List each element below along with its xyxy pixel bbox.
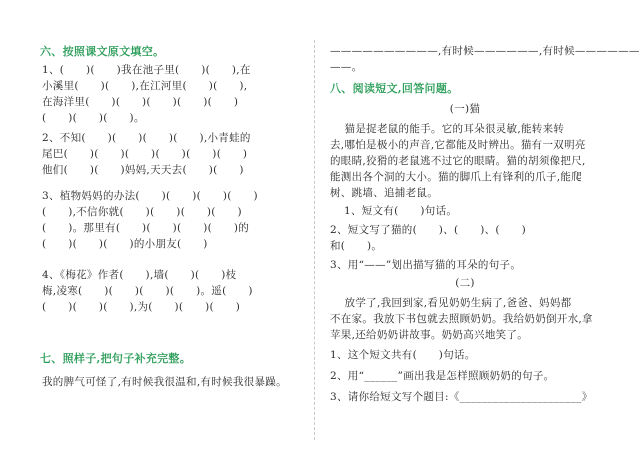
q3-line-2: ( ),不信你就( )( )( )( ) [42,206,242,218]
passage-1-q1: 1、短文有( )句话。 [344,205,458,217]
q3-line-3: ( )。那里有( )( )( )( )的 [42,222,250,234]
q2-line-2: 尾巴( )( )( )( )( )( ) [42,148,248,160]
q1-line-4: ( )( )( )。 [42,112,145,124]
q1-line-1: 1、( )( )我在池子里( )( ),在 [42,64,251,76]
passage-1-q2-line-2: 和( )。 [330,240,383,252]
q3-line-1: 3、植物妈妈的办法( )( )( )( ) [42,190,258,202]
q4-line-3: ( )( )( ),为( )( )( ) [42,301,241,313]
passage-1-title: (一)猫 [449,103,481,115]
passage-2-line-1: 放学了,我回到家,看见奶奶生病了,爸爸、妈妈都 [330,297,572,309]
q3-line-4: ( )( )( )的小朋友( ) [42,238,208,250]
section-8-heading: 八、阅读短文,回答问题。 [330,82,459,95]
passage-2-q3: 3、请你给短文写个题目:《______________________》 [330,391,593,403]
passage-2-title: (二) [455,277,475,289]
q1-line-3: 在海洋里( )( )( )( )( ) [42,96,239,108]
section-7-heading: 七、照样子,把句子补充完整。 [40,352,192,365]
passage-2-line-3: 苹果,还给奶奶讲故事。奶奶高兴地笑了。 [330,329,529,341]
passage-2-line-2: 不在家。我放下书包就去照顾奶奶。我给奶奶倒开水,拿 [330,313,593,325]
passage-2-q1: 1、这个短文共有( )句话。 [330,349,476,361]
column-divider [314,40,315,440]
passage-1-line-1: 猫是捉老鼠的能手。它的耳朵很灵敏,能转来转 [330,123,565,135]
fill-line-1: ——————————,有时候——————,有时候—————— [330,45,640,57]
q2-line-3: 他们( )( )妈妈,天天去( )( ) [42,164,244,176]
fill-line-2: ——。 [330,61,363,73]
q4-line-2: 梅,凌寒( )( )( )( )。遥( ) [42,285,253,297]
q4-line-1: 4、《梅花》作者( ),墙( )( )枝 [42,269,237,281]
q1-line-2: 小溪里( )( ),在江河里( )( ), [42,80,248,92]
passage-1-line-2: 去,哪怕是极小的声音,它都能及时辨出。猫有一双明亮 [330,139,586,151]
passage-1-line-4: 能测出各个洞的大小。猫的脚爪上有锋利的爪子,能爬 [330,171,583,183]
passage-2-q2: 2、用“______”画出我是怎样照顾奶奶的句子。 [330,370,555,382]
passage-1-q2-line-1: 2、短文写了猫的( )、( )、( ) [330,224,527,236]
q2-line-1: 2、不知( )( )( )( ),小青蛙的 [42,132,251,144]
section-7-example: 我的脾气可怪了,有时候我很温和,有时候我很暴躁。 [42,376,287,388]
passage-1-line-5: 树、跳墙、追捕老鼠。 [330,187,438,199]
section-6-heading: 六、按照课文原文填空。 [40,45,165,58]
passage-1-line-3: 的眼睛,狡猾的老鼠逃不过它的眼睛。猫的胡须像把尺, [330,155,586,167]
passage-1-q3: 3、用“——”划出描写猫的耳朵的句子。 [330,259,522,271]
